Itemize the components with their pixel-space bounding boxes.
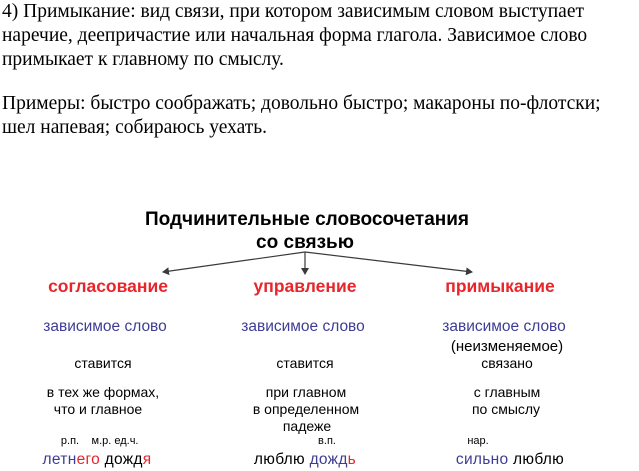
dependent-word-3: зависимое слово — [442, 318, 566, 335]
abbr-1a: р.п. — [60, 435, 80, 447]
desc-3-line2: по смыслу — [471, 401, 541, 417]
category-government: управление — [253, 276, 357, 296]
arrow-left — [163, 252, 305, 272]
desc-1-line1: в тех же формах, — [46, 384, 160, 400]
desc-3-line1: с главным — [473, 384, 541, 400]
example-3: сильно люблю — [455, 451, 565, 468]
desc-1-line2: что и главное — [53, 401, 143, 417]
dependent-word-2: зависимое слово — [241, 318, 365, 335]
abbr-3: нар. — [467, 435, 489, 447]
abbr-2: в.п. — [318, 435, 336, 447]
examples-paragraph: Примеры: быстро соображать; довольно быстро; макароны по-флотски; шел напевая; собираюсь уехать. — [2, 93, 601, 138]
desc-2-line3: падеже — [282, 418, 332, 434]
diagram-title-line1: Подчинительные словосочетания — [144, 209, 470, 230]
verb-2: ставится — [276, 355, 334, 371]
category-agreement: согласование — [48, 276, 168, 296]
definition-paragraph: 4) Примыкание: вид связи, при котором зависимым словом выступает наречие, деепричастие или начальная форма глагола. Зависимое слово примыкает к главному по смыслу. — [2, 1, 588, 70]
dependent-word-1: зависимое слово — [43, 318, 167, 335]
diagram-title-line2: со связью — [256, 232, 354, 253]
arrow-right — [305, 252, 472, 272]
abbr-1b: м.р. ед.ч. — [91, 435, 139, 447]
verb-3: связано — [481, 355, 533, 371]
category-adjoining: примыкание — [445, 276, 555, 296]
desc-2-line1: при главном — [265, 384, 347, 400]
desc-2-line2: в определенном — [252, 401, 360, 417]
note-3: (неизменяемое) — [450, 338, 564, 355]
example-1: летнего дождя — [42, 451, 152, 468]
example-2: люблю дождь — [253, 451, 357, 468]
verb-1: ставится — [74, 355, 132, 371]
